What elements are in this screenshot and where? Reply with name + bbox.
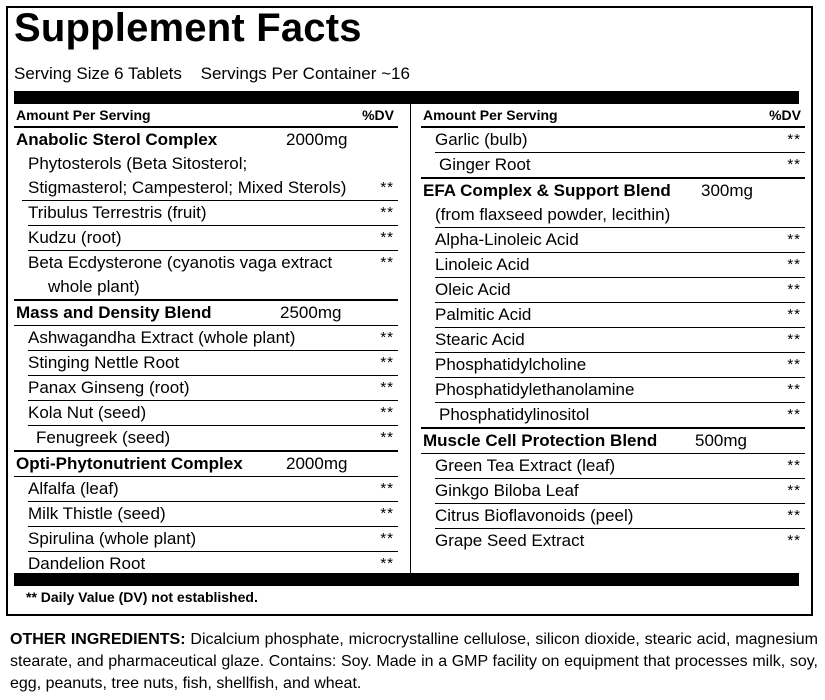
ingredient-name: Phytosterols (Beta Sitosterol; [28,154,248,173]
ingredient-name: Milk Thistle (seed) [28,504,166,523]
ingredient-name: Kola Nut (seed) [28,403,147,422]
ingredient-row [435,479,805,504]
other-ingredients-label: OTHER INGREDIENTS: [10,631,186,648]
blend-amount: 2000mg [286,130,348,149]
ingredient-name: Alfalfa (leaf) [28,479,119,498]
ingredient-name: Grape Seed Extract [435,531,585,550]
ingredient-row [28,401,398,426]
ingredient-name: Kudzu (root) [28,228,122,247]
dv-value: ** [380,530,394,547]
ingredient-row [435,278,805,303]
ingredient-name: Oleic Acid [435,280,511,299]
left-column-header [14,104,398,128]
dv-value: ** [380,354,394,371]
ingredient-row [435,378,805,403]
dv-value: ** [787,306,801,323]
ingredient-row [28,326,398,351]
ingredient-name-cont: whole plant) [48,277,140,296]
bottom-rule [14,573,799,586]
ingredient-name: Ginger Root [439,155,531,174]
ingredient-name: Phosphatidylethanolamine [435,380,635,399]
blend-name: Opti-Phytonutrient Complex [16,454,243,473]
serving-size: Serving Size 6 Tablets [14,64,182,83]
ingredient-row [421,403,805,429]
panel-title: Supplement Facts [14,6,362,50]
ingredient-row [28,376,398,401]
blend-note: (from flaxseed powder, lecithin) [435,205,671,224]
ingredient-name: Garlic (bulb) [435,130,528,149]
ingredient-name-cont: Stigmasterol; Campesterol; Mixed Sterols) [28,178,347,197]
ingredient-name: Palmitic Acid [435,305,532,324]
dv-value: ** [787,482,801,499]
left-column [14,104,398,576]
ingredient-name: Citrus Bioflavonoids (peel) [435,506,634,525]
dv-value: ** [787,457,801,474]
right-column [421,104,805,553]
amount-per-serving-label: Amount Per Serving [16,107,151,123]
dv-value: ** [380,179,394,196]
ingredient-row [28,226,398,251]
dv-value: ** [787,231,801,248]
blend-name: Muscle Cell Protection Blend [423,431,658,450]
ingredient-row [435,529,805,553]
dv-label: %DV [362,107,394,123]
ingredient-row [435,328,805,353]
blend-amount: 2500mg [280,303,342,322]
ingredient-row [435,454,805,479]
ingredient-name: Beta Ecdysterone (cyanotis vaga extract [28,253,333,272]
ingredient-row [28,527,398,552]
blend-name: Anabolic Sterol Complex [16,130,218,149]
ingredient-row [28,201,398,226]
ingredient-row [28,152,398,176]
blend-mass-and-density [14,301,398,326]
ingredient-row [435,504,805,529]
ingredient-row [28,502,398,527]
other-ingredients [10,629,818,695]
servings-per-container: Servings Per Container ~16 [200,64,410,83]
amount-per-serving-label: Amount Per Serving [423,107,558,123]
top-rule [14,91,799,104]
ingredient-row [435,253,805,278]
ingredient-name: Spirulina (whole plant) [28,529,197,548]
serving-info [14,64,424,84]
ingredient-name: Dandelion Root [28,554,146,573]
blend-anabolic-sterol-complex [14,128,398,152]
blend-amount: 2000mg [286,454,348,473]
ingredient-row [435,128,805,153]
ingredient-name: Green Tea Extract (leaf) [435,456,616,475]
dv-value: ** [787,507,801,524]
dv-value: ** [787,381,801,398]
ingredient-row [28,351,398,376]
dv-value: ** [380,555,394,572]
ingredient-name: Linoleic Acid [435,255,530,274]
ingredient-row [28,251,398,275]
dv-value: ** [787,156,801,173]
dv-value: ** [380,505,394,522]
ingredient-name: Phosphatidylcholine [435,355,587,374]
dv-value: ** [787,281,801,298]
dv-value: ** [787,532,801,549]
ingredient-row [28,477,398,502]
dv-value: ** [787,356,801,373]
dv-value: ** [380,204,394,221]
ingredient-name: Stinging Nettle Root [28,353,180,372]
dv-value: ** [787,131,801,148]
blend-efa-complex [421,179,805,203]
blend-name: EFA Complex & Support Blend [423,181,671,200]
blend-note-row [435,203,805,228]
other-ingredients-text: Dicalcium phosphate, microcrystalline cellulose, silicon dioxide, stearic acid, magnesium stearate, and pharmaceutical glaze. Contains: Soy. Made in a GMP facility on equipment that processes milk, soy, egg, peanuts, tree nuts, fish, shellfish, and wheat. [10,631,819,692]
ingredient-name: Stearic Acid [435,330,525,349]
dv-value: ** [380,379,394,396]
right-column-header [421,104,805,128]
dv-value: ** [380,404,394,421]
ingredient-row [435,353,805,378]
blend-amount: 500mg [695,431,747,450]
ingredient-name: Ginkgo Biloba Leaf [435,481,579,500]
dv-value: ** [380,229,394,246]
ingredient-row [22,176,398,201]
ingredient-name: Ashwagandha Extract (whole plant) [28,328,296,347]
column-divider [410,104,411,573]
blend-amount: 300mg [701,181,753,200]
blend-opti-phytonutrient-complex [14,452,398,477]
ingredient-name: Alpha-Linoleic Acid [435,230,579,249]
dv-value: ** [380,329,394,346]
dv-value: ** [787,256,801,273]
dv-value: ** [787,331,801,348]
dv-value: ** [380,429,394,446]
ingredient-row [421,153,805,179]
dv-footnote: ** Daily Value (DV) not established. [26,589,258,605]
dv-value: ** [787,406,801,423]
ingredient-name: Fenugreek (seed) [36,428,171,447]
dv-label: %DV [769,107,801,123]
ingredient-row [435,228,805,253]
ingredient-name: Panax Ginseng (root) [28,378,190,397]
ingredient-row [14,426,398,452]
ingredient-name: Phosphatidylinositol [439,405,590,424]
blend-muscle-cell-protection [421,429,805,454]
dv-value: ** [380,254,394,271]
blend-name: Mass and Density Blend [16,303,212,322]
dv-value: ** [380,480,394,497]
ingredient-name: Tribulus Terrestris (fruit) [28,203,207,222]
ingredient-row [435,303,805,328]
ingredient-row [14,275,398,301]
